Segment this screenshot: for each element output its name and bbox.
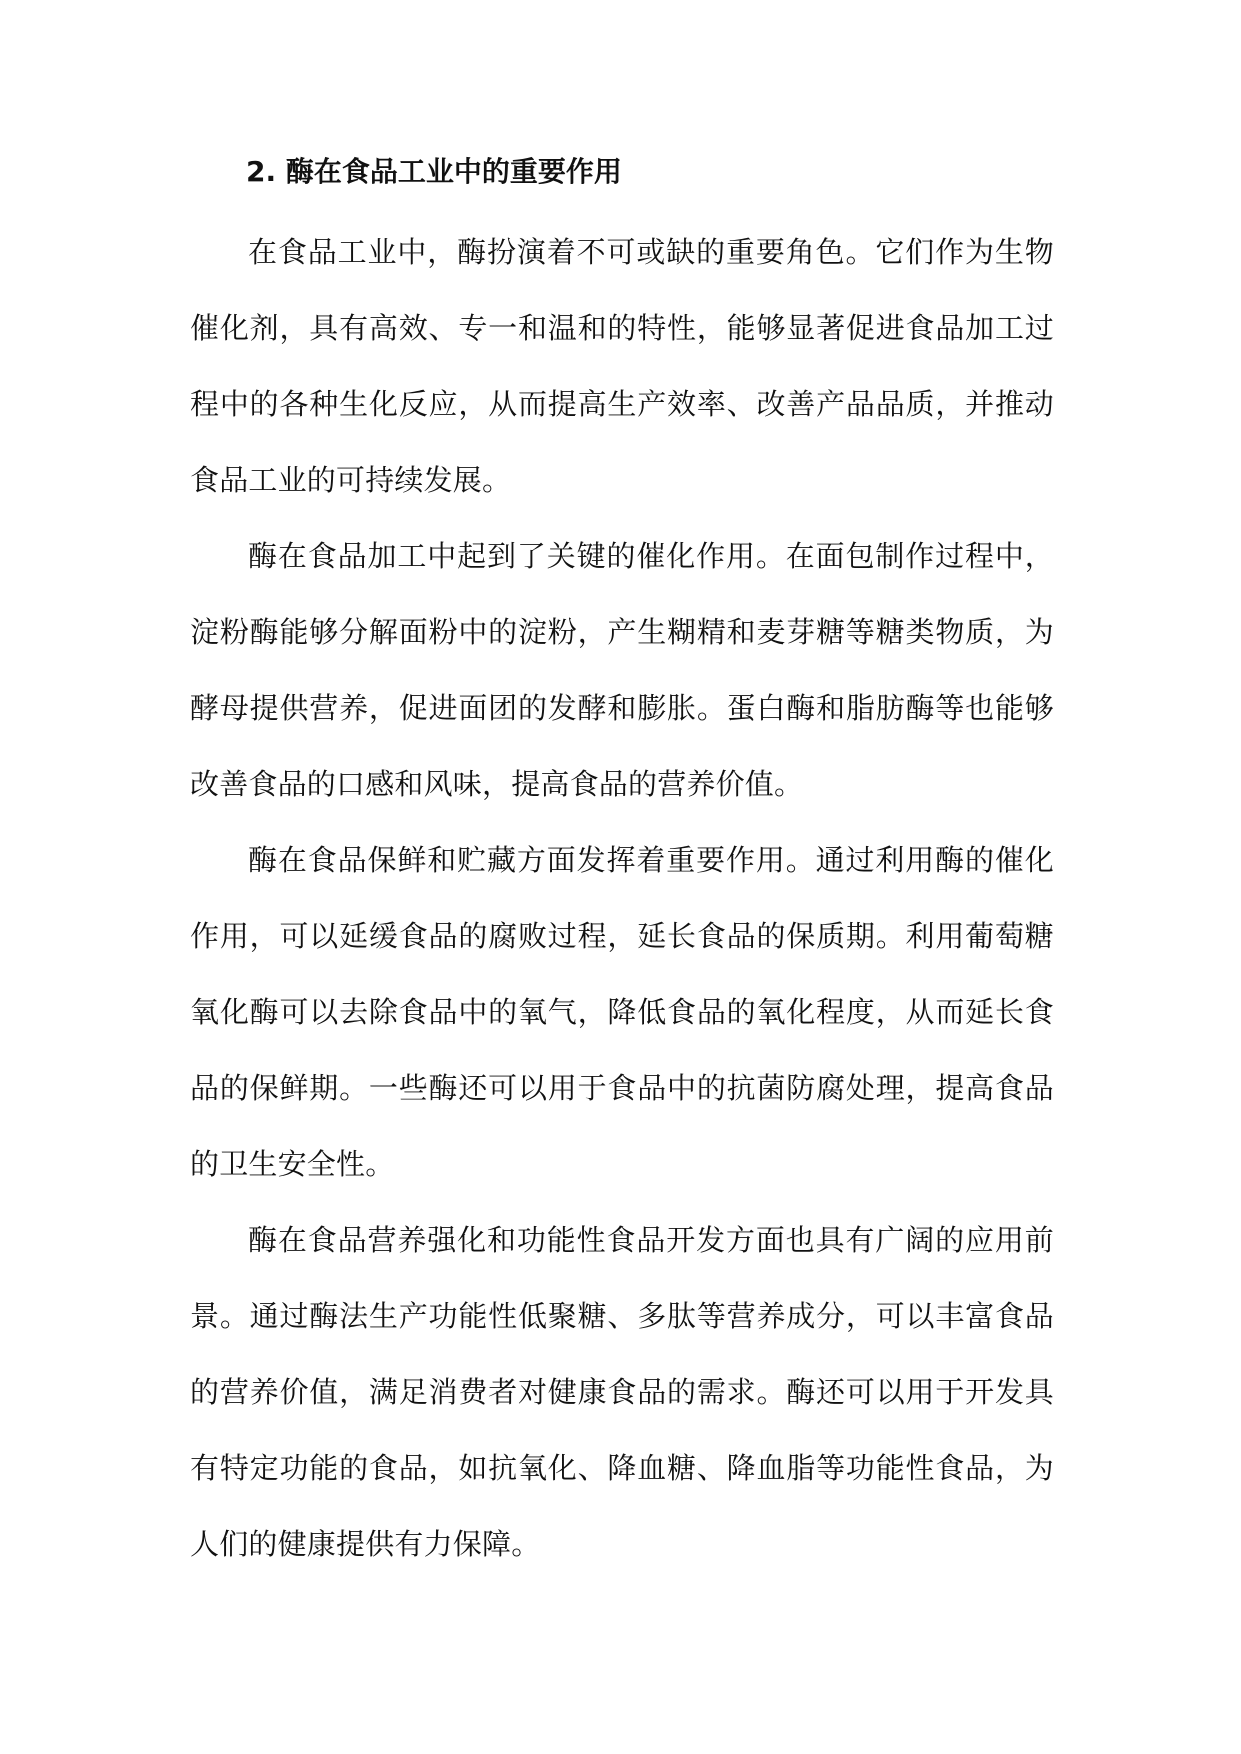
paragraph-nutrition: 酶在食品营养强化和功能性食品开发方面也具有广阔的应用前景。通过酶法生产功能性低聚糖、多肽等营养成分，可以丰富食品的营养价值，满足消费者对健康食品的需求。酶还可以用于开发具有特定功能的食品，如抗氧化、降血糖、降血脂等功能性食品，为人们的健康提供有力保障。 <box>190 1223 1054 1561</box>
paragraph-processing: 酶在食品加工中起到了关键的催化作用。在面包制作过程中，淀粉酶能够分解面粉中的淀粉，产生糊精和麦芽糖等糖类物质，为酵母提供营养，促进面团的发酵和膨胀。蛋白酶和脂肪酶等也能够改善食品的口感和风味，提高食品的营养价值。 <box>190 539 1054 801</box>
section-heading: 2. 酶在食品工业中的重要作用 <box>246 155 622 188</box>
paragraph-preservation: 酶在食品保鲜和贮藏方面发挥着重要作用。通过利用酶的催化作用，可以延缓食品的腐败过程，延长食品的保质期。利用葡萄糖氧化酶可以去除食品中的氧气，降低食品的氧化程度，从而延长食品的保鲜期。一些酶还可以用于食品中的抗菌防腐处理，提高食品的卫生安全性。 <box>190 843 1054 1181</box>
document-body <box>190 140 1054 1582</box>
paragraph-intro: 在食品工业中，酶扮演着不可或缺的重要角色。它们作为生物催化剂，具有高效、专一和温和的特性，能够显著促进食品加工过程中的各种生化反应，从而提高生产效率、改善产品品质，并推动食品工业的可持续发展。 <box>190 235 1054 497</box>
